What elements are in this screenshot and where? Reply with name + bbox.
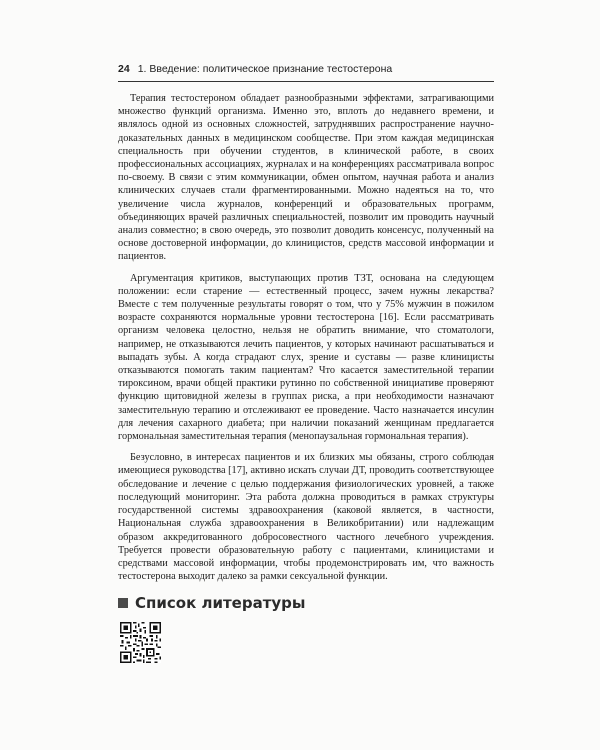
paragraph-1: Терапия тестостероном обладает разнообразными эффектами, затрагивающими множество функций организма. Именно это, вплоть до недавнего времени, и являлось одной из основных сложностей, затруднявших распространение научно-доказательных данных в медицинском сообществе. При этом каждая медицинская специальность при обучении студентов, в клинической работе, в своих профессиональных ассоциациях, журналах и на конференциях рассматривала вопрос по-своему. В связи с этим коммуникации, обмен опытом, научная работа и анализ клинических случаев стали фрагментированными. Можно надеяться на то, что увеличение числа журналов, конференций и образовательных программ, объединяющих врачей различных специальностей, позволит им проводить научный анализ совместно; в свою очередь, это позволит доводить консенсус, полученный на основе достоверной информации, до клиницистов, средств массовой информации и пациентов. — [118, 93, 494, 263]
chapter-title: 1. Введение: политическое признание тестостерона — [137, 63, 393, 75]
page-number: 24 — [118, 63, 130, 75]
header-divider — [118, 81, 494, 82]
bibliography-heading — [118, 594, 305, 612]
paragraph-2: Аргументация критиков, выступающих против ТЗТ, основана на следующем положении: если старение — естественный процесс, зачем нужны лекарства? Вместе с тем полученные результаты говорят о том, что у 75% мужчин в пожилом возрасте сохраняются нормальные уровни тестостерона [16]. Если рассматривать организм человека целостно, нельзя не обратить внимание, что стоматологи, например, не отказываются лечить пациентов, у которых начинают расшатываться и выпадать зубы. А когда страдают слух, зрение и суставы — разве клиницисты отказываются помогать таким пациентам? Что касается заместительной терапии тироксином, врачи общей практики рутинно по собственной инициативе проверяют функцию щитовидной железы в группах риска, а при необходимости назначают заместительную терапию и отслеживают ее проведение. Часто назначается инсулин для лечения сахарного диабета; при наличии показаний женщинам предлагается гормональная заместительная терапия (менопаузальная гормональная терапия). — [118, 272, 494, 443]
running-head — [118, 63, 493, 79]
paragraph-3: Безусловно, в интересах пациентов и их близких мы обязаны, строго соблюдая имеющиеся руководства [17], активно искать случаи ДТ, проводить соответствующее обследование и лечение с целью поддержания физиологических уровней, а также последующий мониторинг. Эта работа должна проводиться в рамках структуры государственной системы здравоохранения (каковой является, в частности, Национальная служба здравоохранения в Великобритании) или надлежащим образом аккредитованного добросовестного частного лечебного учреждения. Требуется провести образовательную работу с пациентами, клиницистами и средствами массовой информации, чтобы продемонстрировать им, что важность тестостерона выходит далеко за рамки сексуальной функции. — [118, 452, 494, 583]
bibliography-heading-text: Список литературы — [135, 594, 306, 612]
qr-code-icon — [120, 622, 161, 663]
heading-square-icon — [118, 598, 128, 608]
body-text — [118, 92, 494, 591]
